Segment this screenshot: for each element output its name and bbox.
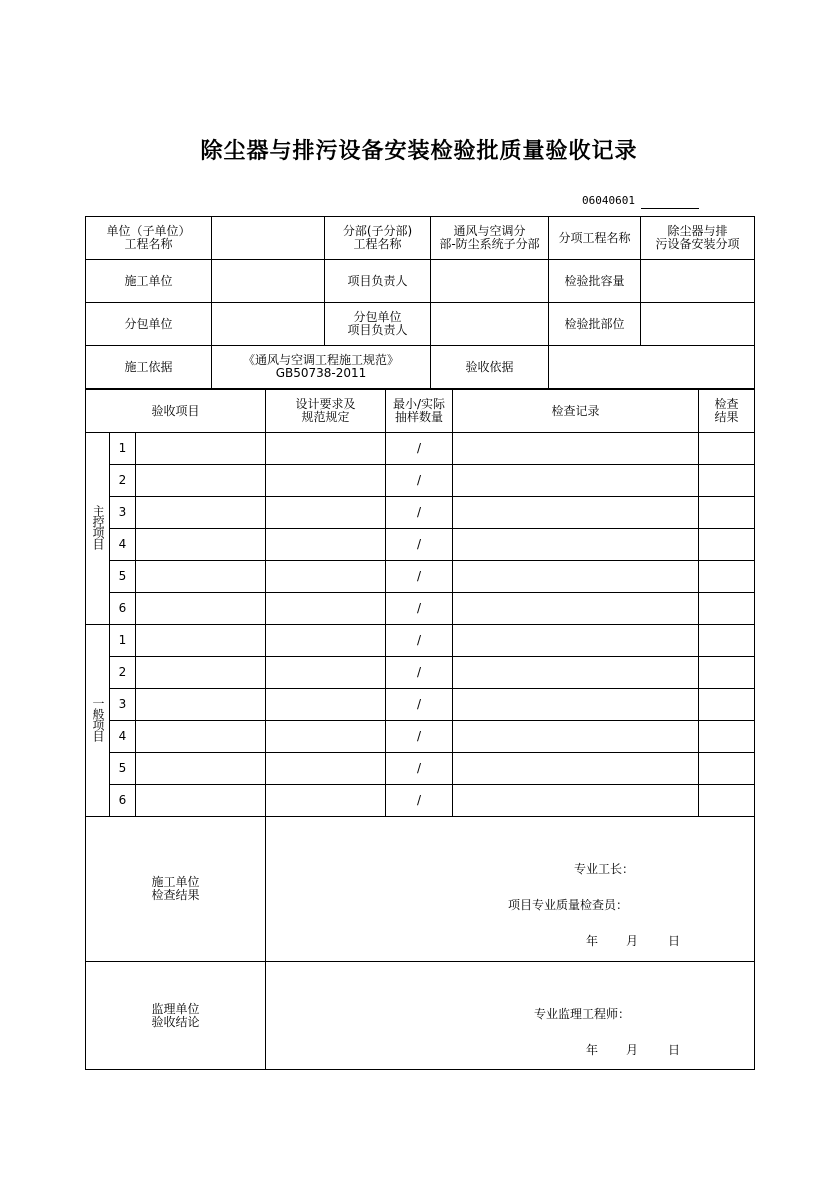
- design-cell[interactable]: [266, 689, 386, 721]
- project-manager-value[interactable]: [431, 260, 549, 303]
- batch-location-value[interactable]: [641, 303, 755, 346]
- item-cell[interactable]: [136, 657, 266, 689]
- record-cell[interactable]: [453, 465, 699, 497]
- table-row: [86, 625, 755, 657]
- batch-capacity-value[interactable]: [641, 260, 755, 303]
- item-cell[interactable]: [136, 465, 266, 497]
- record-cell[interactable]: [453, 497, 699, 529]
- result-cell[interactable]: [699, 497, 755, 529]
- contractor-value[interactable]: [212, 260, 325, 303]
- sample-cell[interactable]: /: [386, 529, 453, 561]
- sample-cell[interactable]: /: [386, 721, 453, 753]
- table-row: [86, 497, 755, 529]
- col-record-header: 检查记录: [453, 390, 699, 433]
- col-sample-header: 最小/实际 抽样数量: [386, 390, 453, 433]
- acceptance-basis-label: 验收依据: [431, 346, 549, 389]
- result-cell[interactable]: [699, 433, 755, 465]
- sample-cell[interactable]: /: [386, 561, 453, 593]
- basis-value[interactable]: 《通风与空调工程施工规范》 GB50738-2011: [212, 346, 431, 389]
- record-cell[interactable]: [453, 689, 699, 721]
- general-group-label: 一般项目: [86, 625, 110, 817]
- row-number: 5: [110, 561, 136, 593]
- batch-location-label: 检验批部位: [549, 303, 641, 346]
- sample-cell[interactable]: /: [386, 465, 453, 497]
- sample-cell[interactable]: /: [386, 433, 453, 465]
- design-cell[interactable]: [266, 593, 386, 625]
- form-code-underline: [641, 208, 699, 209]
- contractor-check-area[interactable]: [266, 817, 755, 962]
- table-row: [86, 721, 755, 753]
- division-label: 分部(子分部) 工程名称: [325, 217, 431, 260]
- row-number: 4: [110, 721, 136, 753]
- acceptance-basis-value[interactable]: [549, 346, 755, 389]
- result-cell[interactable]: [699, 465, 755, 497]
- design-cell[interactable]: [266, 721, 386, 753]
- subitem-label: 分项工程名称: [549, 217, 641, 260]
- result-cell[interactable]: [699, 657, 755, 689]
- sample-cell[interactable]: /: [386, 497, 453, 529]
- row-number: 4: [110, 529, 136, 561]
- month-label: 月: [626, 934, 639, 948]
- item-cell[interactable]: [136, 433, 266, 465]
- subcontractor-label: 分包单位: [86, 303, 212, 346]
- row-number: 3: [110, 689, 136, 721]
- subcontractor-value[interactable]: [212, 303, 325, 346]
- result-cell[interactable]: [699, 561, 755, 593]
- table-row: [86, 657, 755, 689]
- design-cell[interactable]: [266, 465, 386, 497]
- page-title: 除尘器与排污设备安装检验批质量验收记录: [200, 138, 638, 164]
- record-cell[interactable]: [453, 593, 699, 625]
- day-label: 日: [668, 934, 681, 948]
- design-cell[interactable]: [266, 657, 386, 689]
- item-cell[interactable]: [136, 497, 266, 529]
- row-number: 1: [110, 625, 136, 657]
- sub-project-manager-value[interactable]: [431, 303, 549, 346]
- unit-project-value[interactable]: [212, 217, 325, 260]
- record-cell[interactable]: [453, 785, 699, 817]
- item-cell[interactable]: [136, 593, 266, 625]
- inspection-table: [85, 389, 755, 1070]
- row-number: 5: [110, 753, 136, 785]
- main-group-label: 主控项目: [86, 433, 110, 625]
- row-number: 6: [110, 785, 136, 817]
- month-label: 月: [626, 1043, 639, 1057]
- sample-cell[interactable]: /: [386, 625, 453, 657]
- row-number: 2: [110, 465, 136, 497]
- col-item-header: 验收项目: [86, 390, 266, 433]
- row-number: 3: [110, 497, 136, 529]
- year-label: 年: [586, 934, 599, 948]
- item-cell[interactable]: [136, 721, 266, 753]
- design-cell[interactable]: [266, 529, 386, 561]
- record-cell[interactable]: [453, 753, 699, 785]
- day-label: 日: [668, 1043, 681, 1057]
- table-row: [86, 561, 755, 593]
- table-row: [86, 433, 755, 465]
- record-cell[interactable]: [453, 625, 699, 657]
- item-cell[interactable]: [136, 561, 266, 593]
- col-result-header: 检查 结果: [699, 390, 755, 433]
- item-cell[interactable]: [136, 625, 266, 657]
- sample-cell[interactable]: /: [386, 689, 453, 721]
- table-row: [86, 689, 755, 721]
- table-row: [86, 753, 755, 785]
- item-cell[interactable]: [136, 785, 266, 817]
- header-table: [85, 216, 755, 389]
- sub-project-manager-label: 分包单位 项目负责人: [325, 303, 431, 346]
- table-row: [86, 529, 755, 561]
- record-cell[interactable]: [453, 657, 699, 689]
- design-cell[interactable]: [266, 785, 386, 817]
- unit-project-label: 单位（子单位） 工程名称: [86, 217, 212, 260]
- year-label: 年: [586, 1043, 599, 1057]
- sample-cell[interactable]: /: [386, 785, 453, 817]
- result-cell[interactable]: [699, 625, 755, 657]
- design-cell[interactable]: [266, 561, 386, 593]
- result-cell[interactable]: [699, 721, 755, 753]
- design-cell[interactable]: [266, 497, 386, 529]
- row-number: 2: [110, 657, 136, 689]
- basis-label: 施工依据: [86, 346, 212, 389]
- item-cell[interactable]: [136, 689, 266, 721]
- contractor-label: 施工单位: [86, 260, 212, 303]
- row-number: 1: [110, 433, 136, 465]
- result-cell[interactable]: [699, 689, 755, 721]
- supervisor-check-area[interactable]: [266, 962, 755, 1070]
- item-cell[interactable]: [136, 529, 266, 561]
- form-code: 06040601: [582, 194, 635, 207]
- result-cell[interactable]: [699, 785, 755, 817]
- division-value[interactable]: 通风与空调分 部-防尘系统子分部: [431, 217, 549, 260]
- result-cell[interactable]: [699, 593, 755, 625]
- record-cell[interactable]: [453, 529, 699, 561]
- sample-cell[interactable]: /: [386, 753, 453, 785]
- record-cell[interactable]: [453, 561, 699, 593]
- col-design-header: 设计要求及 规范规定: [266, 390, 386, 433]
- sample-cell[interactable]: /: [386, 593, 453, 625]
- item-cell[interactable]: [136, 753, 266, 785]
- result-cell[interactable]: [699, 753, 755, 785]
- design-cell[interactable]: [266, 433, 386, 465]
- foreman-label: 专业工长：: [574, 862, 635, 876]
- table-row: [86, 785, 755, 817]
- table-row: [86, 465, 755, 497]
- subitem-value[interactable]: 除尘器与排 污设备安装分项: [641, 217, 755, 260]
- supervisor-check-label: 监理单位 验收结论: [86, 962, 266, 1070]
- result-cell[interactable]: [699, 529, 755, 561]
- supervising-engineer-label: 专业监理工程师：: [534, 1007, 631, 1021]
- batch-capacity-label: 检验批容量: [549, 260, 641, 303]
- design-cell[interactable]: [266, 753, 386, 785]
- inspector-label: 项目专业质量检查员：: [508, 898, 629, 912]
- design-cell[interactable]: [266, 625, 386, 657]
- record-cell[interactable]: [453, 433, 699, 465]
- contractor-check-label: 施工单位 检查结果: [86, 817, 266, 962]
- record-cell[interactable]: [453, 721, 699, 753]
- sample-cell[interactable]: /: [386, 657, 453, 689]
- project-manager-label: 项目负责人: [325, 260, 431, 303]
- table-row: [86, 593, 755, 625]
- row-number: 6: [110, 593, 136, 625]
